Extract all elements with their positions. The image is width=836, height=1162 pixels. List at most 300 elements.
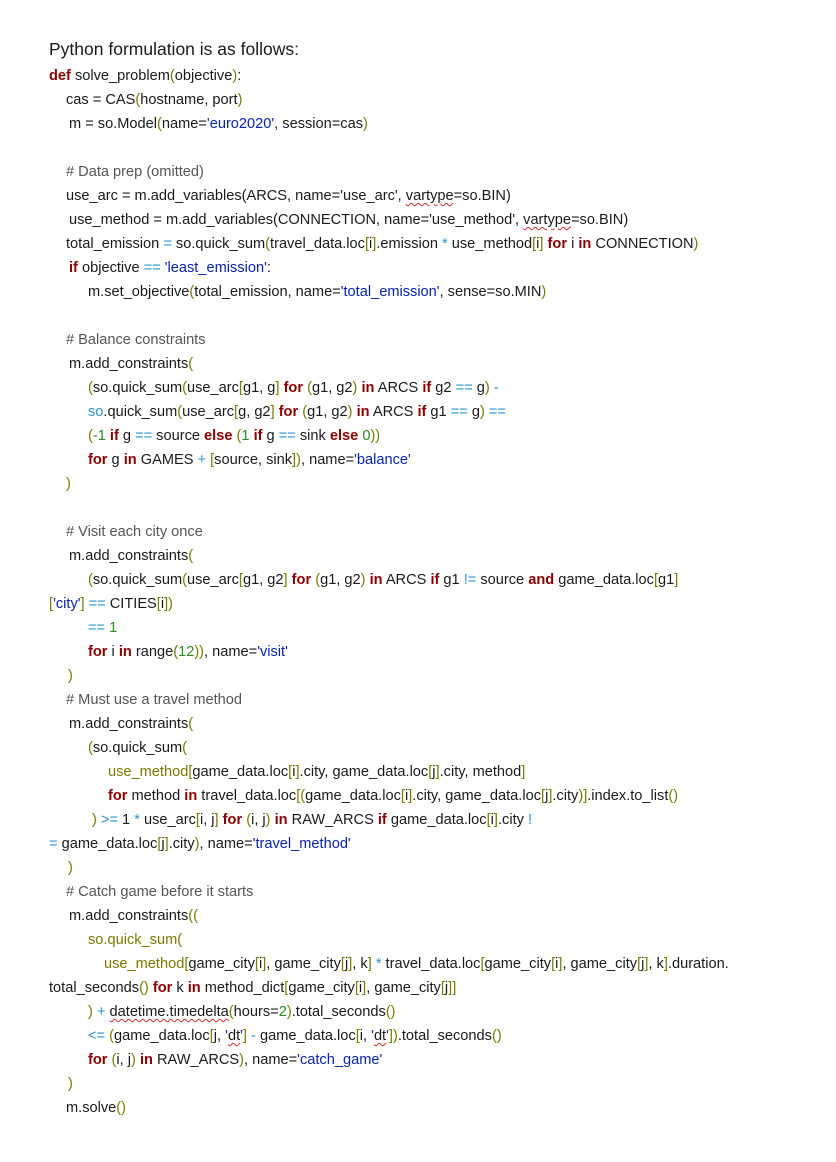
code-token: ARCS [374,380,423,396]
code-token: ]) [388,1028,398,1044]
code-line [66,162,204,182]
code-token: , game_city [266,956,341,972]
code-token: [ [284,980,289,996]
code-token: method_dict [200,980,285,996]
code-token: so.quick_sum [92,740,183,756]
code-token: in [184,788,198,804]
code-token: ] [558,956,563,972]
code-token: i, j [116,1052,131,1068]
code-token: [ [354,980,359,996]
code-token: cas = CAS [66,92,136,108]
code-token: sink [295,428,330,444]
code-token: g1, g2 [307,404,348,420]
code-token: i, [359,1028,372,1044]
code-token: =so.BIN) [453,188,511,204]
code-token: game_city [484,956,552,972]
code-line [49,66,241,86]
code-token: i [160,596,165,612]
code-line [88,378,499,398]
code-line [88,1050,382,1070]
code-token: 1 [109,620,118,636]
code-token: in [118,644,132,660]
code-token: g, g2 [238,404,271,420]
code-token: solve_problem [70,68,170,84]
code-token: game_data.loc [554,572,654,588]
code-token: ) [92,812,97,828]
code-token: g1 [426,404,451,420]
code-token: so.quick_sum [88,932,178,948]
code-line [66,882,253,902]
code-token: source, sink [214,452,293,468]
code-token: [ [209,1028,214,1044]
code-token: .duration. [667,956,729,972]
code-token: g1, g2 [320,572,361,588]
code-token: [ [188,764,193,780]
code-token: = [163,236,172,252]
code-token: g1 [658,572,675,588]
code-token: for [283,380,304,396]
code-line [69,258,271,278]
code-token: j [545,788,549,804]
code-token: = [49,836,58,852]
code-token: in [139,1052,153,1068]
code-token: vartype [523,212,571,228]
code-token: [ [364,236,370,252]
code-token: [ [157,836,162,852]
code-token: [ [234,404,239,420]
code-token: ) [693,236,699,252]
code-token: GAMES [136,452,198,468]
code-token: total_emission, name= [194,284,341,300]
code-token: ] [493,812,498,828]
code-token: use_arc [186,380,239,396]
code-token: i [292,764,296,780]
code-token: total_emission [66,236,164,252]
code-token: ] [283,572,288,588]
code-token: .city, game_data.loc [412,788,541,804]
code-token: range [131,644,174,660]
code-token: 'visit' [257,644,288,660]
code-token: 12 [178,644,195,660]
code-token: [ [532,236,537,252]
code-token: 'travel_method' [252,836,351,852]
code-token: if [253,428,263,444]
code-line [69,210,628,230]
code-token: [ [195,812,200,828]
code-token: so.quick_sum [171,236,266,252]
code-token: , game_city [562,956,638,972]
code-token: ( [157,116,162,132]
code-token: (( [188,908,198,924]
code-token: total_seconds [49,980,140,996]
code-line [69,714,193,734]
code-token: g [472,380,485,396]
code-token: i [358,980,363,996]
code-token: travel_data.loc [197,788,297,804]
code-token: source [476,572,529,588]
code-token: use_arc [186,572,239,588]
code-token: in [369,572,383,588]
code-token: == [135,428,153,444]
code-line [68,1074,73,1094]
code-token: g1, g [242,380,276,396]
code-token: for [291,572,312,588]
code-token: .emission [376,236,443,252]
code-line [69,546,193,566]
code-token: vartype [405,188,454,204]
code-token: in [274,812,288,828]
code-token: hours= [233,1004,279,1020]
code-line [88,930,182,950]
code-token: g [118,428,136,444]
code-token: ( [188,356,194,372]
code-token: [ [288,764,293,780]
code-token: ) [88,1004,93,1020]
code-token: m.add_constraints [69,716,189,732]
code-token: ( [307,380,312,396]
code-token: () [139,980,149,996]
code-token: ] [348,956,353,972]
code-token: m.add_constraints [69,908,189,924]
code-token: ] [80,596,85,612]
code-token: ( [188,716,194,732]
code-line [49,978,456,998]
code-line [88,642,288,662]
code-token: g2 [431,380,456,396]
code-token: ] [242,1028,247,1044]
code-token: .city [497,812,528,828]
code-token: i, j [199,812,215,828]
code-token: if [109,428,119,444]
code-line [88,1026,502,1046]
code-token: i [369,236,373,252]
code-token: ] [435,764,440,780]
code-token: : [266,260,271,276]
code-token: ] [521,764,526,780]
code-token: )) [194,644,205,660]
code-line [88,1002,396,1022]
code-token: ( [189,284,195,300]
code-line [69,906,198,926]
code-token: ) [68,860,73,876]
code-token: ) [239,1052,245,1068]
code-token: source [152,428,205,444]
code-token: )] [578,788,588,804]
code-token: )) [370,428,381,444]
code-token: datetime.timedelta [109,1004,229,1020]
code-line [88,618,117,638]
code-token: game_city [188,956,255,972]
code-token: [ [653,572,659,588]
code-line [69,354,193,374]
code-token: ) [484,380,490,396]
code-token: ( [177,932,183,948]
code-token: game_data.loc [255,1028,356,1044]
code-token: j [641,956,645,972]
code-token: m.add_constraints [69,356,189,372]
code-token: i, j [251,812,266,828]
code-token: hostname, port [140,92,238,108]
code-token: 'city' [53,596,81,612]
code-token: objective [174,68,233,84]
code-line [108,786,678,806]
code-token: ] [262,956,267,972]
code-token: ( [315,572,321,588]
code-token: use_arc [182,404,235,420]
code-token: ] [275,380,280,396]
code-token: ! [527,812,533,828]
code-token: 'total_emission' [340,284,440,300]
code-token: [ [637,956,642,972]
code-token: ( [182,572,187,588]
code-token: ] [539,236,544,252]
code-token: ( [188,548,194,564]
code-token: [ [355,1028,360,1044]
code-token: >= [100,812,118,828]
code-token: in [123,452,137,468]
code-token: in [578,236,592,252]
code-token: 1 [241,428,250,444]
code-line [88,282,546,302]
code-token: use_method [108,764,189,780]
code-line [66,522,203,542]
code-token: - [251,1028,256,1044]
code-token: # Must use a travel method [66,692,243,708]
code-token: ( [88,740,93,756]
code-token: ( [236,428,242,444]
code-token: , game_city [366,980,441,996]
code-token: game_data.loc [192,764,289,780]
code-token: [ [238,572,243,588]
code-token: use_method = m.add_variables(CONNECTION, name='use_method', [69,212,524,228]
code-token: 0 [362,428,371,444]
code-token: game_city [288,980,355,996]
code-token: if [417,404,427,420]
code-token: ( [109,1028,114,1044]
code-token: 2 [278,1004,287,1020]
code-token: ]] [448,980,457,996]
code-token: , name= [244,1052,298,1068]
code-token: ) [66,476,71,492]
code-token: .index.to_list [587,788,669,804]
code-token: ) [541,284,547,300]
code-token: [ [480,956,485,972]
code-token: ) [68,1076,73,1092]
code-token: def [49,68,71,84]
code-token: 1 [117,812,135,828]
code-line [68,858,73,878]
code-token: for [152,980,173,996]
code-token: [ [400,788,405,804]
code-token: () [491,1028,502,1044]
code-token: use_method [447,236,533,252]
code-token: g [107,452,124,468]
code-token: [ [428,764,433,780]
code-token: i [536,236,540,252]
code-token: ) [237,92,243,108]
code-token: g1 [439,572,464,588]
code-token: i [555,956,559,972]
code-token: i [404,788,409,804]
code-token: CITIES [105,596,157,612]
code-token: ( [169,68,175,84]
code-token: so.quick_sum [92,572,183,588]
code-token: for [88,452,108,468]
code-token: () [385,1004,396,1020]
code-token: j, [213,1028,226,1044]
code-token: , name= [204,644,258,660]
code-token: game_data.loc [57,836,158,852]
code-token: # Catch game before it starts [66,884,254,900]
code-token: == [455,380,473,396]
code-token: () [668,788,679,804]
code-line [104,954,729,974]
code-token: so.quick_sum [92,380,183,396]
code-token: != [463,572,477,588]
code-token: .city [168,836,195,852]
code-token: game_data.loc [113,1028,210,1044]
code-line [66,1098,126,1118]
code-line [66,474,71,494]
code-token: game_data.loc [386,812,487,828]
code-token: if [430,572,440,588]
code-token: dt [227,1028,241,1044]
code-token: [ [340,956,345,972]
code-token: ) [265,812,271,828]
code-token: 'euro2020' [206,116,275,132]
code-line [66,690,242,710]
code-token: ( [182,380,187,396]
code-token: use_arc [139,812,196,828]
code-token: ] [164,836,169,852]
code-token: 'least_emission' [164,260,267,276]
code-token: [ [486,812,491,828]
code-token: ] [408,788,413,804]
code-token: [ [49,596,54,612]
code-token: dt [373,1028,387,1044]
code-token: ) [131,1052,136,1068]
code-token: ' [371,1028,374,1044]
code-token: .total_seconds [397,1028,492,1044]
code-token: ARCS [369,404,418,420]
code-token: g1, g2 [242,572,284,588]
code-token: == [88,620,106,636]
code-token: travel_data.loc [381,956,481,972]
code-token: travel_data.loc [270,236,365,252]
code-token: + [96,1004,106,1020]
code-token: method [127,788,185,804]
code-token: 'balance' [354,452,411,468]
code-token: game_data.loc [305,788,401,804]
code-token: else [204,428,233,444]
code-token: RAW_ARCS [152,1052,240,1068]
code-token: ( [111,1052,117,1068]
code-token: <= [88,1028,106,1044]
code-token: use_arc = m.add_variables(ARCS, name='use_arc', [66,188,406,204]
code-token: # Data prep (omitted) [66,164,204,180]
code-token: == [488,404,506,420]
code-token: j [444,980,449,996]
code-line [88,570,678,590]
code-token: ] [295,764,300,780]
code-token: use_method [104,956,185,972]
code-line [92,810,532,830]
code-token: : [237,68,242,84]
code-token: [ [184,956,189,972]
code-token: ( [302,404,308,420]
code-token: j [161,836,165,852]
code-token: ) [232,68,238,84]
code-token: ) [286,1004,292,1020]
code-token: .city [552,788,579,804]
code-token: + [197,452,207,468]
code-token: name= [161,116,207,132]
code-line [66,234,698,254]
code-token: , session=cas [274,116,363,132]
code-line [88,738,187,758]
code-token: k [172,980,188,996]
code-token: * [442,236,448,252]
code-token: [ [156,596,161,612]
code-token: ' [225,1028,228,1044]
code-token: ' [240,1028,243,1044]
code-token: and [528,572,555,588]
code-token: == [88,596,106,612]
code-token: [ [541,788,546,804]
code-token: ] [362,980,367,996]
section-heading: Python formulation is as follows: [49,39,299,59]
code-token: ( [182,740,187,756]
code-token: ( [88,572,93,588]
code-token: for [88,1052,108,1068]
code-token: -1 [92,428,106,444]
code-token: ]) [164,596,174,612]
code-token: ( [88,428,93,444]
code-token: [ [210,452,215,468]
code-token: ] [214,812,219,828]
code-line [69,114,368,134]
code-token: ] [367,956,372,972]
code-token: () [116,1100,127,1116]
code-token: [( [296,788,306,804]
code-token: , sense=so.MIN [439,284,542,300]
code-token: ) [194,836,200,852]
code-token: in [356,404,370,420]
code-token: .quick_sum [103,404,178,420]
code-line [49,834,351,854]
code-token: ( [265,236,271,252]
code-token: # Balance constraints [66,332,206,348]
code-line [88,450,411,470]
code-token: ]) [292,452,301,468]
code-token: , name= [300,452,355,468]
code-token: m = so.Model [69,116,158,132]
code-token: , k [352,956,368,972]
code-token: ) [68,668,73,684]
code-token: # Visit each city once [66,524,203,540]
code-line [66,330,206,350]
code-token: i [567,236,579,252]
code-token: ) [347,404,353,420]
code-token: ] [663,956,668,972]
code-line [68,666,73,686]
code-token: RAW_ARCS [287,812,378,828]
code-token: if [422,380,432,396]
code-token: - [493,380,499,396]
code-line [66,90,242,110]
code-token: ( [88,380,93,396]
code-token: == [450,404,468,420]
